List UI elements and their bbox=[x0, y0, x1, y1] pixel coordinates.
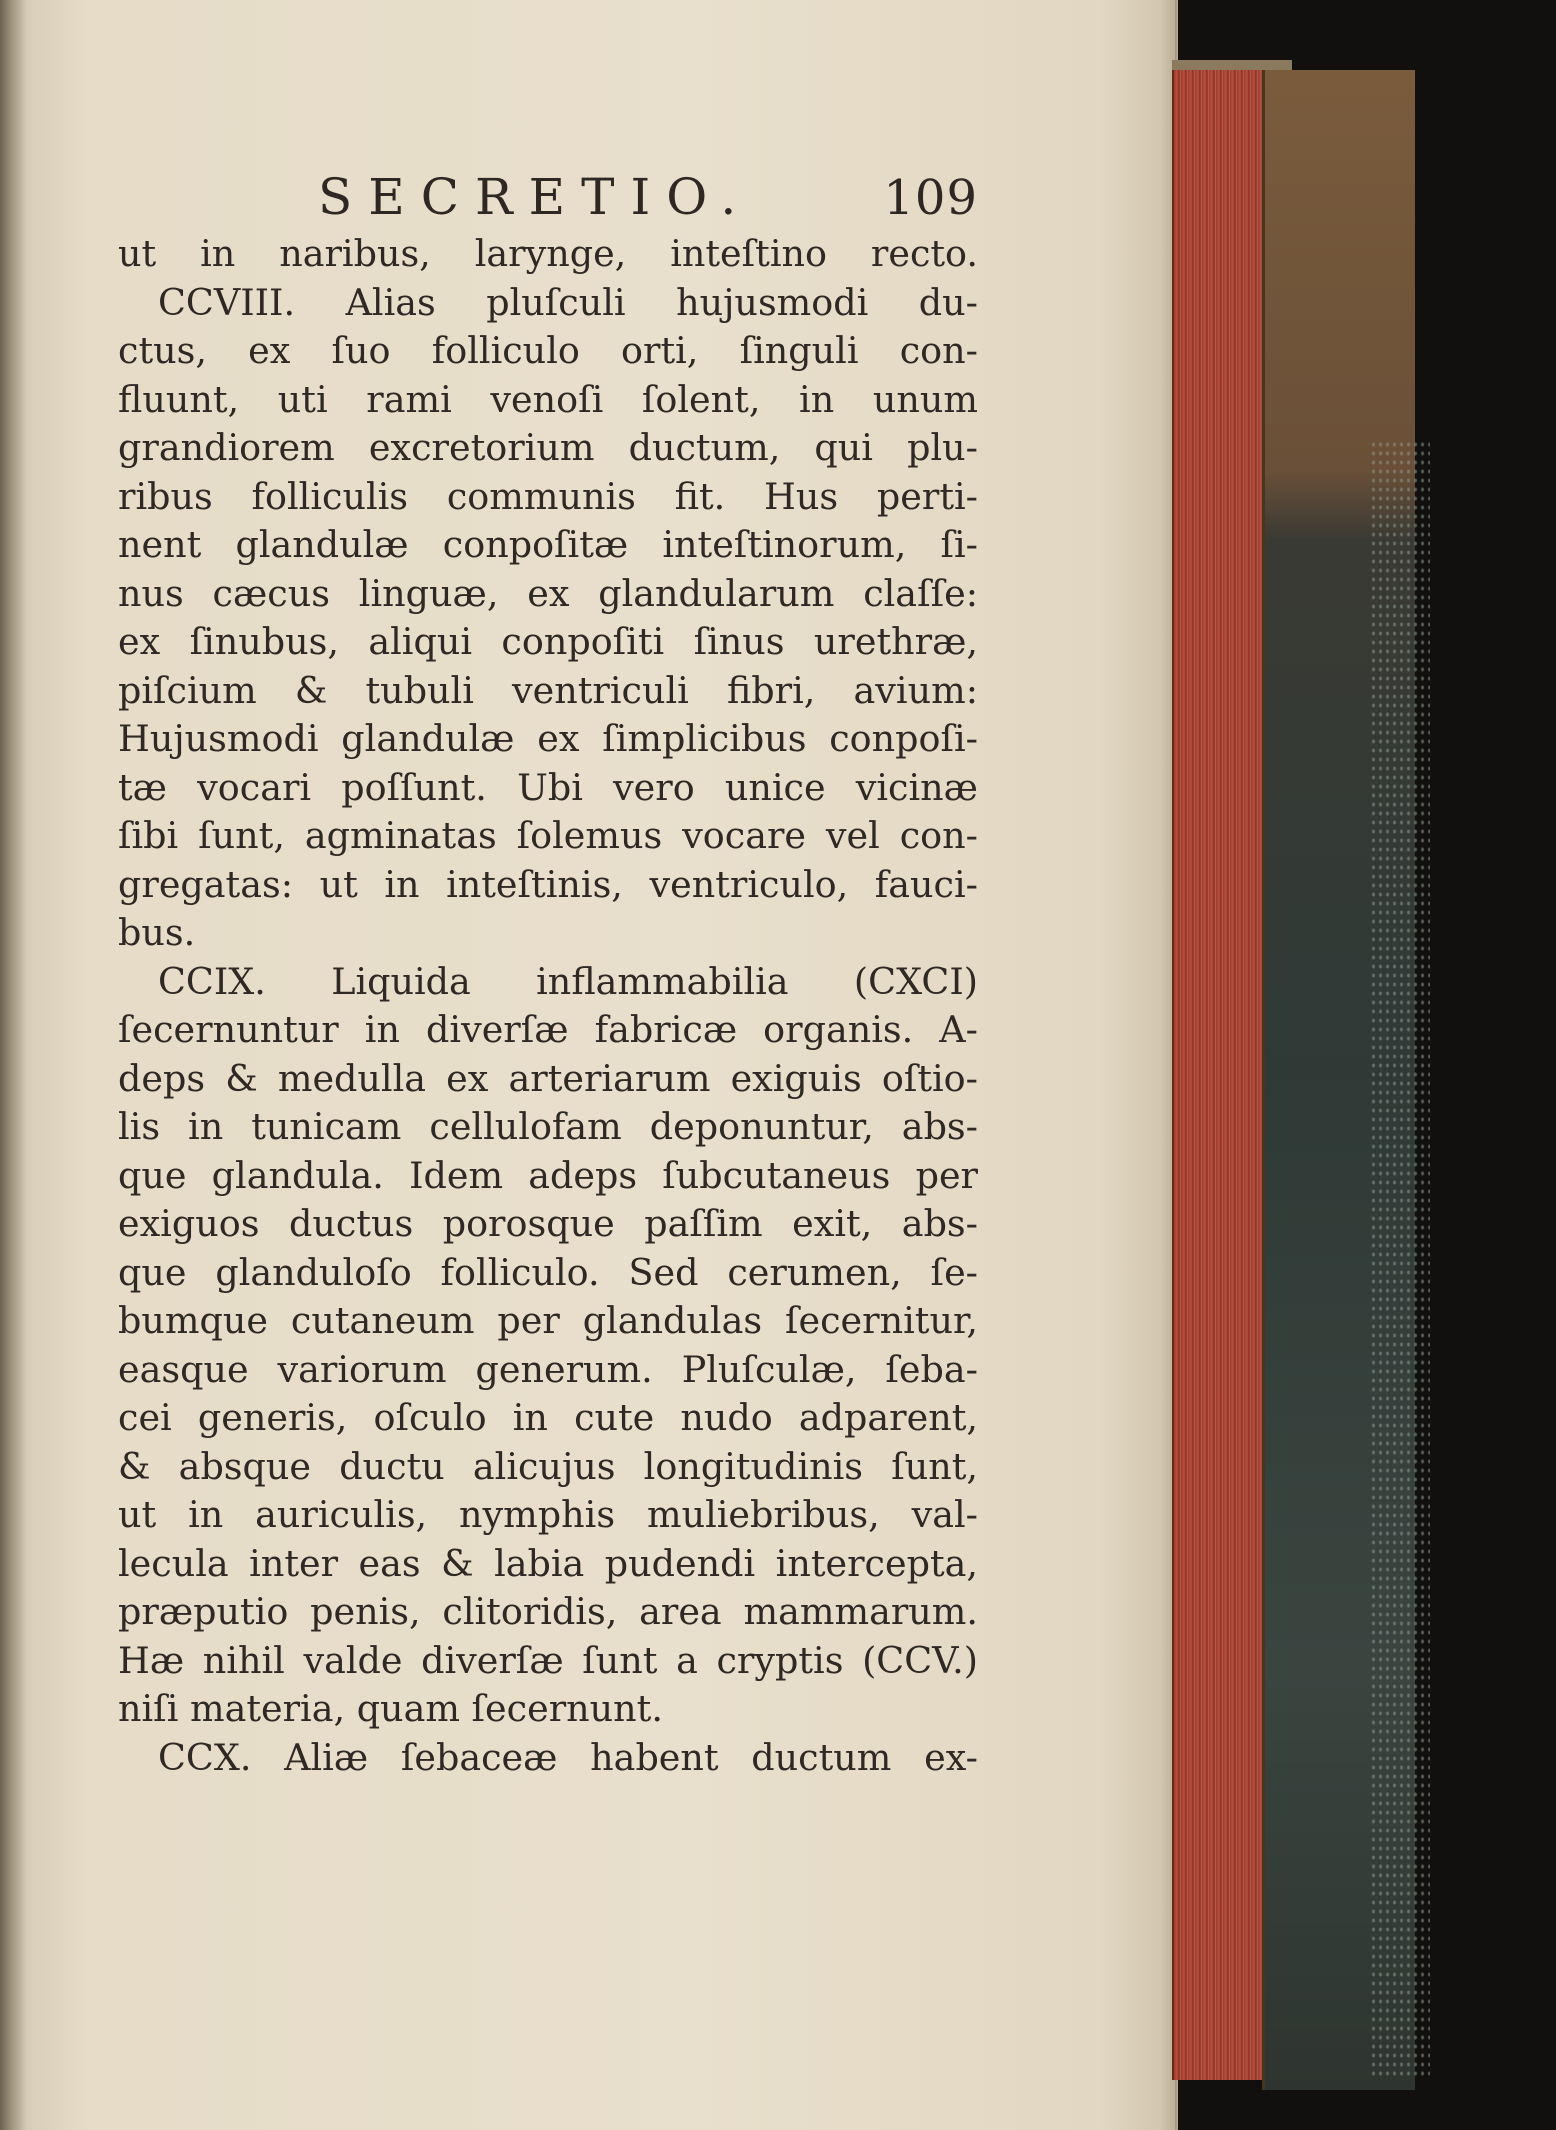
text-line: Hujusmodi glandulæ ex ſimplicibus conpoſi- bbox=[118, 717, 978, 760]
text-line: ſecernuntur in diverſæ fabricæ organis. A- bbox=[118, 1008, 978, 1051]
text-line: ribus folliculis communis fit. Hus perti- bbox=[118, 474, 978, 518]
text-line: cei generis, oſculo in cute nudo adparent, bbox=[118, 1396, 978, 1439]
text-line: CCIX. Liquida inflammabilia (CXCI) bbox=[158, 959, 978, 1003]
text-line: ut in auriculis, nymphis muliebribus, val- bbox=[118, 1493, 978, 1536]
text-line: que glandula. Idem adeps ſubcutaneus per bbox=[118, 1153, 978, 1197]
text-line: nus cæcus linguæ, ex glandularum claſſe: bbox=[118, 571, 978, 615]
red-page-fore-edge bbox=[1172, 70, 1266, 2080]
text-line: ctus, ex ſuo folliculo orti, ſinguli con- bbox=[118, 329, 978, 372]
text-line: & absque ductu alicujus longitudinis ſunt, bbox=[118, 1444, 978, 1488]
text-line: nent glandulæ conpoſitæ inteſtinorum, ſi- bbox=[118, 523, 978, 566]
text-line: CCX. Aliæ ſebaceæ habent ductum ex- bbox=[158, 1735, 978, 1779]
text-line: lis in tunicam cellulofam deponuntur, abs- bbox=[118, 1105, 978, 1148]
text-line: deps & medulla ex arteriarum exiguis oſtio- bbox=[118, 1056, 978, 1100]
text-line: ſibi ſunt, agminatas ſolemus vocare vel con- bbox=[118, 814, 978, 857]
running-title: SECRETIO. bbox=[318, 168, 753, 226]
text-line: bumque cutaneum per glandulas ſecernitur, bbox=[118, 1299, 978, 1342]
marbled-board-texture bbox=[1370, 440, 1430, 2080]
text-line: bus. bbox=[118, 911, 196, 954]
text-line: piſcium & tubuli ventriculi fibri, avium: bbox=[118, 668, 978, 712]
text-line: exiguos ductus porosque paſſim exit, abs- bbox=[118, 1202, 978, 1245]
text-line: ex ſinubus, aliqui conpoſiti ſinus urethræ, bbox=[118, 620, 978, 663]
text-line: niſi materia, quam ſecernunt. bbox=[118, 1687, 663, 1730]
text-line: Hæ nihil valde diverſæ ſunt a cryptis (CCV.) bbox=[118, 1638, 978, 1682]
text-line: præputio penis, clitoridis, area mammarum. bbox=[118, 1590, 978, 1633]
page-header bbox=[118, 168, 978, 238]
page-number: 109 bbox=[883, 170, 978, 226]
text-line: grandiorem excretorium ductum, qui plu- bbox=[118, 426, 978, 469]
gutter-shadow bbox=[0, 0, 26, 2130]
text-line: fluunt, uti rami venoſi ſolent, in unum bbox=[118, 377, 978, 421]
text-line: CCVIII. Alias pluſculi hujusmodi du- bbox=[158, 280, 978, 324]
text-line: tæ vocari poſſunt. Ubi vero unice vicinæ bbox=[118, 765, 978, 809]
text-line: que glanduloſo folliculo. Sed cerumen, ſe- bbox=[118, 1250, 978, 1294]
text-line: lecula inter eas & labia pudendi intercepta, bbox=[118, 1541, 978, 1585]
text-line: gregatas: ut in inteſtinis, ventriculo, fauci- bbox=[118, 862, 978, 906]
body-text bbox=[118, 230, 978, 1782]
text-line: ut in naribus, larynge, inteſtino recto. bbox=[118, 232, 978, 275]
text-line: easque variorum generum. Pluſculæ, ſeba- bbox=[118, 1347, 978, 1391]
